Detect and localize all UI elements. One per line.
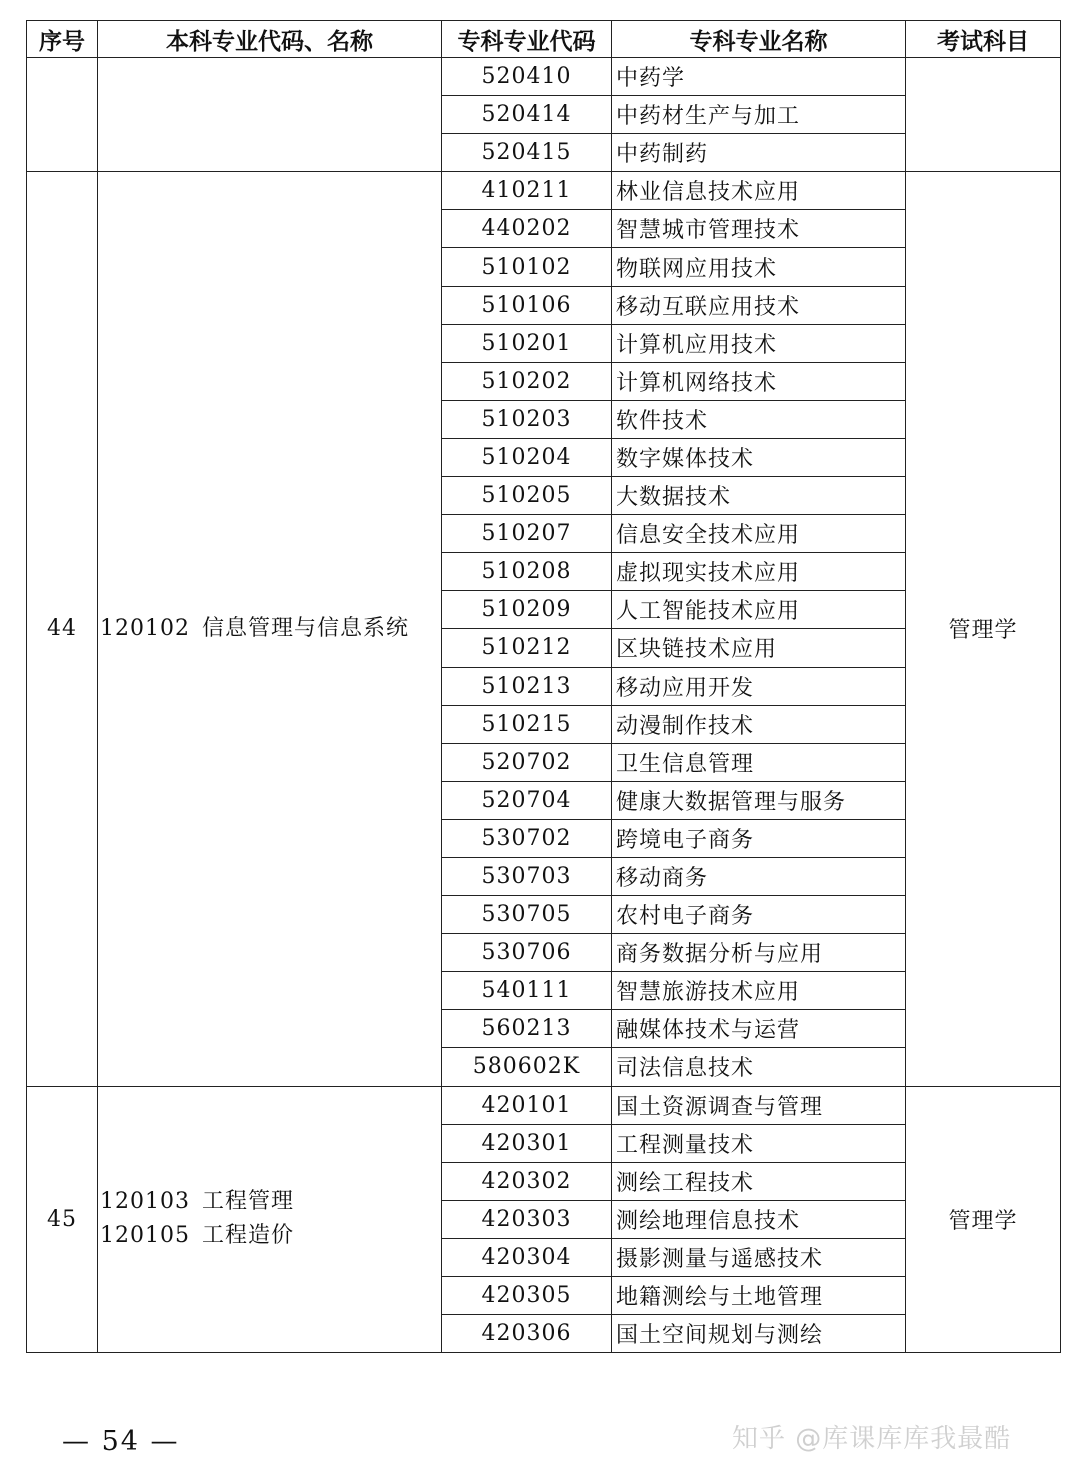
- major-name-cell: 移动互联应用技术: [612, 286, 906, 324]
- major-code-cell: 420101: [442, 1086, 612, 1124]
- major-code-cell: 440202: [442, 210, 612, 248]
- major-code-cell: 520702: [442, 743, 612, 781]
- major-code-cell: 510215: [442, 705, 612, 743]
- undergrad-cell: [98, 1086, 442, 1353]
- header-subject: 考试科目: [906, 21, 1061, 58]
- major-code-cell: 510208: [442, 553, 612, 591]
- major-mapping-table: [26, 20, 1061, 1353]
- major-code-cell: 510207: [442, 515, 612, 553]
- undergrad-major: [100, 1185, 441, 1219]
- major-code-cell: 510203: [442, 400, 612, 438]
- major-name-cell: 软件技术: [612, 400, 906, 438]
- major-name-cell: 测绘地理信息技术: [612, 1200, 906, 1238]
- major-name-cell: 计算机应用技术: [612, 324, 906, 362]
- major-code-cell: 540111: [442, 972, 612, 1010]
- major-name-cell: 智慧城市管理技术: [612, 210, 906, 248]
- major-name-cell: 中药制药: [612, 134, 906, 172]
- major-code-cell: 510205: [442, 477, 612, 515]
- major-code-cell: 420302: [442, 1162, 612, 1200]
- major-name-cell: 农村电子商务: [612, 896, 906, 934]
- major-name-cell: 大数据技术: [612, 477, 906, 515]
- major-name-cell: 商务数据分析与应用: [612, 934, 906, 972]
- major-code-cell: 510212: [442, 629, 612, 667]
- major-name-cell: 林业信息技术应用: [612, 172, 906, 210]
- major-code-cell: 510202: [442, 362, 612, 400]
- major-name-cell: 中药材生产与加工: [612, 96, 906, 134]
- major-code-cell: 510201: [442, 324, 612, 362]
- major-code-cell: 510106: [442, 286, 612, 324]
- header-name: 专科专业名称: [612, 21, 906, 58]
- major-name-cell: 计算机网络技术: [612, 362, 906, 400]
- major-name-cell: 国土资源调查与管理: [612, 1086, 906, 1124]
- major-name-cell: 司法信息技术: [612, 1048, 906, 1086]
- major-code-cell: 420305: [442, 1277, 612, 1315]
- table-row: [27, 1086, 1061, 1124]
- header-row: [27, 21, 1061, 58]
- major-name-cell: 中药学: [612, 58, 906, 96]
- major-name-cell: 动漫制作技术: [612, 705, 906, 743]
- seq-cell: 45: [27, 1086, 98, 1353]
- major-code-cell: 560213: [442, 1010, 612, 1048]
- major-code-cell: 410211: [442, 172, 612, 210]
- major-name-cell: 移动商务: [612, 857, 906, 895]
- exam-subject-cell: 管理学: [906, 1086, 1061, 1353]
- major-code-cell: 530706: [442, 934, 612, 972]
- major-code-cell: 510213: [442, 667, 612, 705]
- major-code-cell: 420306: [442, 1315, 612, 1353]
- major-code-cell: 530705: [442, 896, 612, 934]
- major-code-cell: 580602K: [442, 1048, 612, 1086]
- major-code-cell: 520704: [442, 781, 612, 819]
- major-name-cell: 国土空间规划与测绘: [612, 1315, 906, 1353]
- major-name-cell: 工程测量技术: [612, 1124, 906, 1162]
- table-row: [27, 172, 1061, 210]
- seq-cell: 44: [27, 172, 98, 1086]
- undergrad-major: [100, 1219, 441, 1253]
- major-name-cell: 数字媒体技术: [612, 438, 906, 476]
- major-code-cell: 420301: [442, 1124, 612, 1162]
- major-name-cell: 人工智能技术应用: [612, 591, 906, 629]
- exam-subject-cell: [906, 58, 1061, 172]
- major-code-cell: 520410: [442, 58, 612, 96]
- major-code-cell: 420304: [442, 1238, 612, 1276]
- major-name-cell: 摄影测量与遥感技术: [612, 1238, 906, 1276]
- major-code-cell: 420303: [442, 1200, 612, 1238]
- major-name-cell: 跨境电子商务: [612, 819, 906, 857]
- major-code-cell: 510209: [442, 591, 612, 629]
- major-name-cell: 地籍测绘与土地管理: [612, 1277, 906, 1315]
- table-body: [27, 58, 1061, 1353]
- major-name-cell: 测绘工程技术: [612, 1162, 906, 1200]
- major-code-cell: 530702: [442, 819, 612, 857]
- major-name-cell: 移动应用开发: [612, 667, 906, 705]
- undergrad-code: 120102: [100, 615, 190, 641]
- watermark: 知乎 @库课库库我最酷: [732, 1424, 1012, 1454]
- header-code: 专科专业代码: [442, 21, 612, 58]
- undergrad-major: [100, 612, 441, 646]
- table-row: [27, 58, 1061, 96]
- undergrad-name: 工程管理: [202, 1189, 295, 1215]
- major-name-cell: 卫生信息管理: [612, 743, 906, 781]
- page-number: — 54 —: [62, 1426, 180, 1457]
- undergrad-name: 工程造价: [202, 1223, 295, 1249]
- header-undergrad: 本科专业代码、名称: [98, 21, 442, 58]
- table-header: [27, 21, 1061, 58]
- major-name-cell: 虚拟现实技术应用: [612, 553, 906, 591]
- major-name-cell: 融媒体技术与运营: [612, 1010, 906, 1048]
- major-name-cell: 健康大数据管理与服务: [612, 781, 906, 819]
- major-code-cell: 520415: [442, 134, 612, 172]
- undergrad-cell: [98, 58, 442, 172]
- major-code-cell: 510204: [442, 438, 612, 476]
- undergrad-cell: [98, 172, 442, 1086]
- major-name-cell: 智慧旅游技术应用: [612, 972, 906, 1010]
- undergrad-name: 信息管理与信息系统: [202, 615, 410, 641]
- undergrad-code: 120103: [100, 1189, 190, 1215]
- header-seq: 序号: [27, 21, 98, 58]
- major-name-cell: 物联网应用技术: [612, 248, 906, 286]
- major-name-cell: 区块链技术应用: [612, 629, 906, 667]
- major-name-cell: 信息安全技术应用: [612, 515, 906, 553]
- major-code-cell: 530703: [442, 857, 612, 895]
- major-code-cell: 510102: [442, 248, 612, 286]
- seq-cell: [27, 58, 98, 172]
- undergrad-code: 120105: [100, 1223, 190, 1249]
- exam-subject-cell: 管理学: [906, 172, 1061, 1086]
- major-code-cell: 520414: [442, 96, 612, 134]
